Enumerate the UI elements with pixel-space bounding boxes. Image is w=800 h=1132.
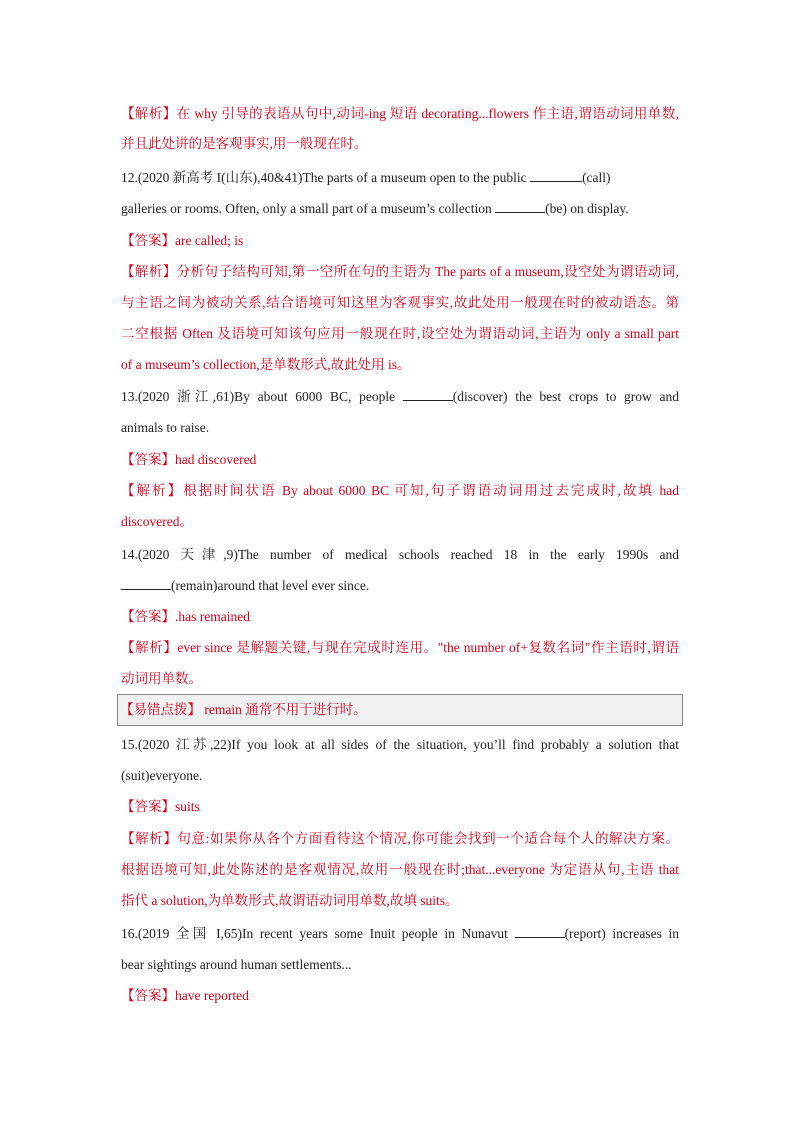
q14-stem-line-1: 14.(2020 天津,9)The number of medical schools reached 18 in the early 1990s and	[121, 547, 679, 562]
q15-analysis-line-3: 指代 a solution,为单数形式,故谓语动词用单数,故填 suits。	[121, 893, 459, 908]
q15-stem-line-1: 15.(2020 江苏,22)If you look at all sides of the situation, you’ll find probably a solution that	[121, 737, 679, 752]
q12-blank-1	[530, 169, 582, 182]
q16-stem-line-1: 16.(2019 全国 I,65)In recent years some Inuit people in Nunavut (report) increases in	[121, 926, 679, 941]
error-tip-text: 【易错点拨】 remain 通常不用于进行时。	[120, 702, 367, 717]
q13-stem-line-1: 13.(2020 浙江,61)By about 6000 BC, people (discover) the best crops to grow and	[121, 389, 679, 404]
q16-blank	[515, 925, 565, 938]
q12-blank-2	[495, 200, 545, 213]
q14-stem-line-2: (remain)around that level ever since.	[121, 576, 679, 596]
q16-stem-line-2: bear sightings around human settlements...	[121, 957, 352, 972]
q16-answer: 【答案】have reported	[121, 988, 249, 1003]
q12-answer: 【答案】are called; is	[121, 233, 244, 248]
q14-answer: 【答案】.has remained	[121, 609, 250, 624]
q12-analysis-line-1: 【解析】分析句子结构可知,第一空所在句的主语为 The parts of a museum,设空处为谓语动词,	[121, 264, 679, 279]
q14-analysis-line-1: 【解析】ever since 是解题关键,与现在完成时连用。"the number of+复数名词"作主语时,谓语	[121, 640, 679, 655]
q15-answer: 【答案】suits	[121, 799, 200, 814]
q11-analysis-line-1: 【解析】在 why 引导的表语从句中,动词-ing 短语 decorating...flowers 作主语,谓语动词用单数,	[121, 106, 679, 121]
error-tip-box	[117, 694, 683, 726]
q12-analysis-line-3: 二空根据 Often 及语境可知该句应用一般现在时,设空处为谓语动词,主语为 only a small part	[121, 326, 679, 341]
q13-stem-line-2: animals to raise.	[121, 420, 210, 435]
q13-analysis-line-2: discovered。	[121, 514, 193, 529]
q13-analysis-line-1: 【解析】根据时间状语 By about 6000 BC 可知,句子谓语动词用过去完成时,故填 had	[121, 483, 679, 498]
q15-stem-line-2: (suit)everyone.	[121, 768, 203, 783]
q12-analysis-line-4: of a museum’s collection,是单数形式,故此处用 is。	[121, 357, 411, 372]
q13-answer: 【答案】had discovered	[121, 452, 257, 467]
q13-blank	[403, 388, 453, 401]
q14-blank	[121, 577, 171, 590]
q12-stem-line-2: galleries or rooms. Often, only a small part of a museum’s collection (be) on display.	[121, 201, 629, 216]
q15-analysis-line-2: 根据语境可知,此处陈述的是客观情况,故用一般现在时;that...everyone 为定语从句,主语 that	[121, 862, 679, 877]
q12-analysis-line-2: 与主语之间为被动关系,结合语境可知这里为客观事实,故此处用一般现在时的被动语态。第	[121, 295, 679, 310]
q15-analysis-line-1: 【解析】句意:如果你从各个方面看待这个情况,你可能会找到一个适合每个人的解决方案。	[121, 831, 679, 846]
q11-analysis-line-2: 并且此处讲的是客观事实,用一般现在时。	[121, 136, 368, 151]
q14-analysis-line-2: 动词用单数。	[121, 671, 202, 686]
q12-stem-line-1: 12.(2020 新高考 I(山东),40&41)The parts of a museum open to the public (call)	[121, 170, 611, 185]
